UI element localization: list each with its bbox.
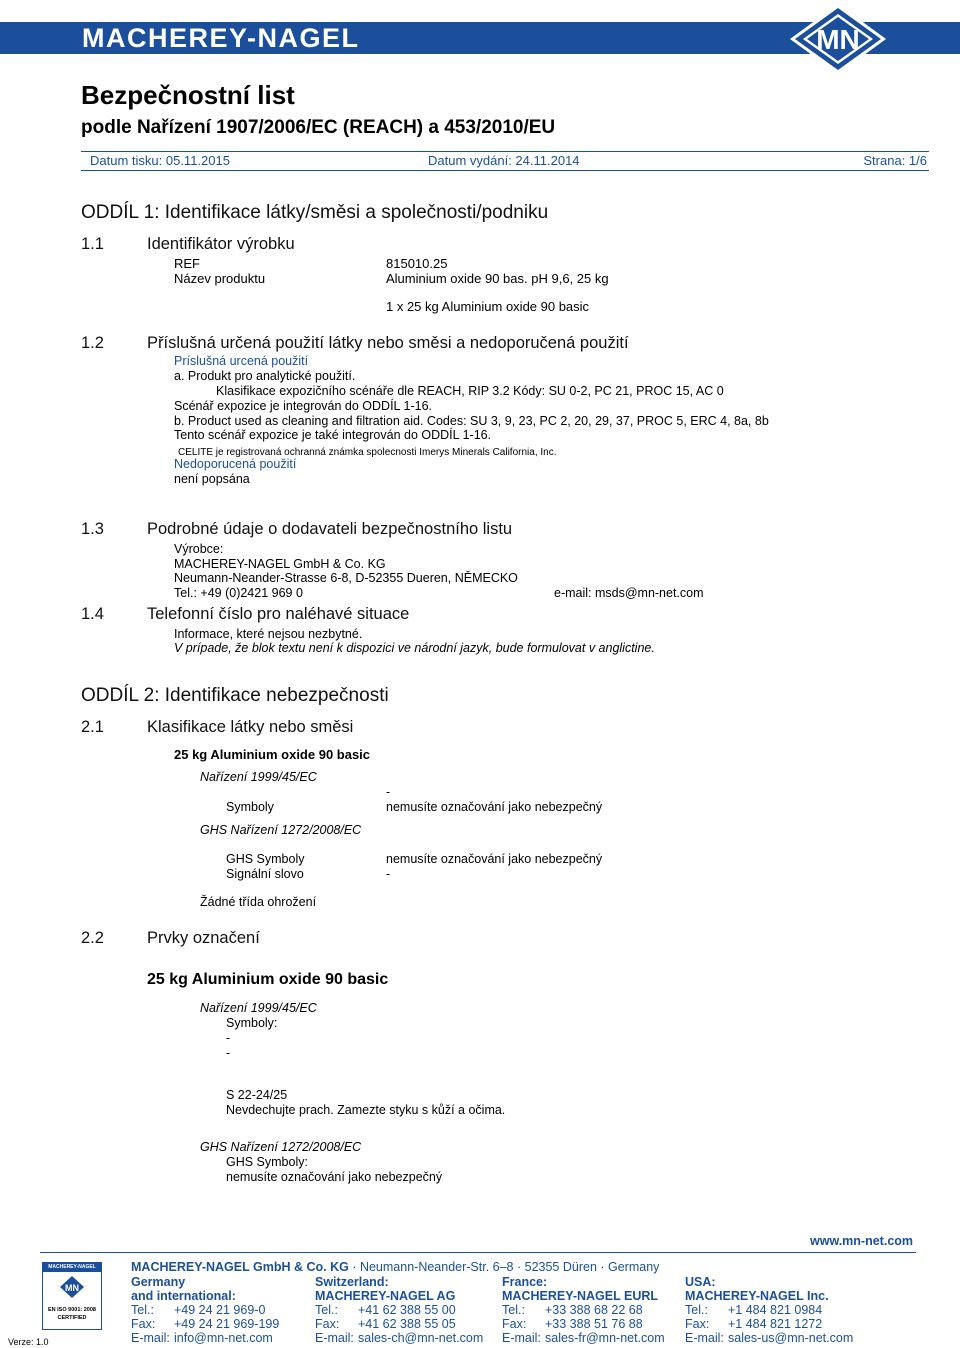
labelling-product: 25 kg Aluminium oxide 90 basic (147, 971, 389, 988)
use-a: a. Produkt pro analytické použití. (174, 369, 356, 383)
footer-usa-h2: MACHEREY-NAGEL Inc. (685, 1289, 829, 1303)
emergency-info: Informace, které nejsou nezbytné. (174, 627, 363, 641)
footer-company-line (131, 1260, 659, 1274)
website-link[interactable]: www.mn-net.com (810, 1234, 914, 1248)
iso-certificate-badge (42, 1262, 102, 1330)
classification-product: 25 kg Aluminium oxide 90 basic (174, 747, 371, 762)
ghs-regulation: GHS Nařízení 1272/2008/EC (200, 823, 362, 837)
page-subtitle: podle Nařízení 1907/2006/EC (REACH) a 453/2010/EU (81, 117, 556, 138)
footer-switzerland-h2: MACHEREY-NAGEL AG (315, 1289, 456, 1303)
section-1-2-number: 1.2 (81, 334, 104, 352)
section-1-3-title: Podrobné údaje o dodavateli bezpečnostního listu (147, 520, 513, 538)
labelling-regulation-1999: Nařízení 1999/45/EC (200, 1001, 317, 1015)
footer-usa-fax: +1 484 821 1272 (728, 1317, 823, 1331)
footer-germany-fax-label: Fax: (131, 1317, 156, 1331)
footer-company: MACHEREY-NAGEL GmbH & Co. KG (131, 1260, 349, 1274)
footer-germany-tel: +49 24 21 969-0 (174, 1303, 266, 1317)
section-1-title: ODDÍL 1: Identifikace látky/směsi a společnosti/podniku (81, 202, 549, 223)
use-b-scenario: Tento scénář expozice je také integrován do ODDÍL 1-16. (174, 428, 492, 442)
product-name-label: Název produktu (174, 271, 266, 286)
section-1-4-title: Telefonní číslo pro naléhavé situace (147, 605, 410, 623)
footer-france-h1: France: (502, 1275, 548, 1289)
labelling-dash-2: - (226, 1046, 231, 1060)
footer-france-fax-label: Fax: (502, 1317, 527, 1331)
footer-switzerland-fax-label: Fax: (315, 1317, 340, 1331)
regulation-1999: Nařízení 1999/45/EC (200, 770, 317, 784)
footer-switzerland-email-label: E-mail: (315, 1331, 354, 1345)
footer-company-address: · Neumann-Neander-Str. 6–8 · 52355 Düren · Germany (348, 1260, 660, 1274)
footer-usa-h1: USA: (685, 1275, 716, 1289)
footer-usa-fax-label: Fax: (685, 1317, 710, 1331)
footer-germany-tel-label: Tel.: (131, 1303, 154, 1317)
section-2-title: ODDÍL 2: Identifikace nebezpečnosti (81, 685, 389, 706)
footer-usa-tel-label: Tel.: (685, 1303, 708, 1317)
section-2-2-number: 2.2 (81, 929, 104, 947)
footer-germany-h1: Germany (131, 1275, 186, 1289)
section-2-2-title: Prvky označení (147, 929, 260, 947)
section-1-1-title: Identifikátor výrobku (147, 235, 295, 253)
regulation-1999-dash: - (386, 785, 391, 799)
footer-germany-email[interactable]: info@mn-net.com (174, 1331, 273, 1345)
signal-word-value: - (386, 867, 391, 881)
ref-value: 815010.25 (386, 256, 448, 271)
footer-usa-email-label: E-mail: (685, 1331, 724, 1345)
footer-france-email-label: E-mail: (502, 1331, 541, 1345)
manufacturer-email[interactable]: e-mail: msds@mn-net.com (554, 586, 704, 600)
footer-france-tel: +33 388 68 22 68 (545, 1303, 643, 1317)
section-2-1-number: 2.1 (81, 718, 104, 736)
emergency-note: V prípade, že blok textu není k dispozici ve národní jazyk, bude formulovat v anglictine. (174, 641, 655, 655)
footer-germany-fax: +49 24 21 969-199 (174, 1317, 280, 1331)
footer-france-tel-label: Tel.: (502, 1303, 525, 1317)
manufacturer-label: Výrobce: (174, 542, 224, 556)
footer-switzerland-tel: +41 62 388 55 00 (358, 1303, 456, 1317)
footer-france-email[interactable]: sales-fr@mn-net.com (545, 1331, 665, 1345)
use-a-scenario: Scénář expozice je integrován do ODDÍL 1-16. (174, 399, 433, 413)
footer-divider (40, 1252, 916, 1253)
footer-switzerland-email[interactable]: sales-ch@mn-net.com (358, 1331, 484, 1345)
celite-note: CELITE je registrovaná ochranná známka spolecnosti Imerys Minerals California, Inc. (178, 447, 557, 458)
footer-germany-email-label: E-mail: (131, 1331, 170, 1345)
section-1-4-number: 1.4 (81, 605, 104, 623)
cert-iso: EN ISO 9001: 2008 (47, 1307, 96, 1313)
s-phrase-code: S 22-24/25 (226, 1088, 288, 1102)
mn-logo-icon (782, 2, 894, 76)
footer-france-h2: MACHEREY-NAGEL EURL (502, 1289, 659, 1303)
cert-certified: CERTIFIED (57, 1315, 87, 1321)
labelling-ghs-symbols-label: GHS Symboly: (226, 1155, 308, 1169)
cert-brand: MACHEREY-NAGEL (43, 1263, 101, 1272)
package-text: 1 x 25 kg Aluminium oxide 90 basic (386, 299, 590, 314)
mn-cert-logo-icon (59, 1275, 85, 1299)
page-number: Strana: 1/6 (863, 153, 927, 168)
footer-switzerland-tel-label: Tel.: (315, 1303, 338, 1317)
footer-usa-email[interactable]: sales-us@mn-net.com (728, 1331, 854, 1345)
manufacturer-phone: Tel.: +49 (0)2421 969 0 (174, 586, 303, 600)
product-name-value: Aluminium oxide 90 bas. pH 9,6, 25 kg (386, 271, 609, 286)
section-1-2-title: Příslušná určená použití látky nebo směsi a nedoporučená použití (147, 334, 629, 352)
uses-heading: Príslušná urcená použití (174, 354, 309, 368)
footer-switzerland-fax: +41 62 388 55 05 (358, 1317, 456, 1331)
print-date: Datum tisku: 05.11.2015 (90, 153, 230, 168)
signal-word-label: Signální slovo (226, 867, 304, 881)
symbols-value: nemusíte označování jako nebezpečný (386, 800, 603, 814)
ghs-symbols-value: nemusíte označování jako nebezpečný (386, 852, 603, 866)
not-recommended-heading: Nedoporucená použití (174, 457, 297, 471)
symbols-label: Symboly (226, 800, 274, 814)
footer-germany-h2: and international: (131, 1289, 236, 1303)
use-b: b. Product used as cleaning and filtration aid. Codes: SU 3, 9, 23, PC 2, 20, 29, 37, PROC 5, ERC 4, 8a, 8b (174, 414, 769, 428)
no-hazard-class: Žádné třída ohrožení (200, 895, 317, 909)
brand-name: MACHEREY-NAGEL (82, 23, 360, 53)
manufacturer-name: MACHEREY-NAGEL GmbH & Co. KG (174, 557, 386, 571)
manufacturer-address: Neumann-Neander-Strasse 6-8, D-52355 Dueren, NĚMECKO (174, 571, 518, 585)
labelling-ghs-symbols-value: nemusíte označování jako nebezpečný (226, 1170, 443, 1184)
ref-label: REF (174, 256, 200, 271)
labelling-ghs-regulation: GHS Nařízení 1272/2008/EC (200, 1140, 362, 1154)
section-1-1-number: 1.1 (81, 235, 104, 253)
not-recommended-value: není popsána (174, 472, 250, 486)
version-label: Verze: 1.0 (8, 1337, 49, 1347)
use-a-classification: Klasifikace expozičního scénáře dle REACH, RIP 3.2 Kódy: SU 0-2, PC 21, PROC 15, AC 0 (216, 384, 724, 398)
footer-switzerland-h1: Switzerland: (315, 1275, 389, 1289)
page-title: Bezpečnostní list (81, 80, 295, 110)
date-divider-bottom (81, 170, 929, 171)
footer-france-fax: +33 388 51 76 88 (545, 1317, 643, 1331)
section-1-3-number: 1.3 (81, 520, 104, 538)
logo-text: MN (816, 24, 860, 55)
svg-text:MN: MN (65, 1283, 79, 1293)
date-divider-top (81, 151, 929, 152)
footer-usa-tel: +1 484 821 0984 (728, 1303, 823, 1317)
labelling-dash-1: - (226, 1031, 231, 1045)
s-phrase-text: Nevdechujte prach. Zamezte styku s kůží a očima. (226, 1103, 506, 1117)
section-2-1-title: Klasifikace látky nebo směsi (147, 718, 354, 736)
issue-date: Datum vydání: 24.11.2014 (428, 153, 580, 168)
labelling-symbols-label: Symboly: (226, 1016, 278, 1030)
ghs-symbols-label: GHS Symboly (226, 852, 305, 866)
